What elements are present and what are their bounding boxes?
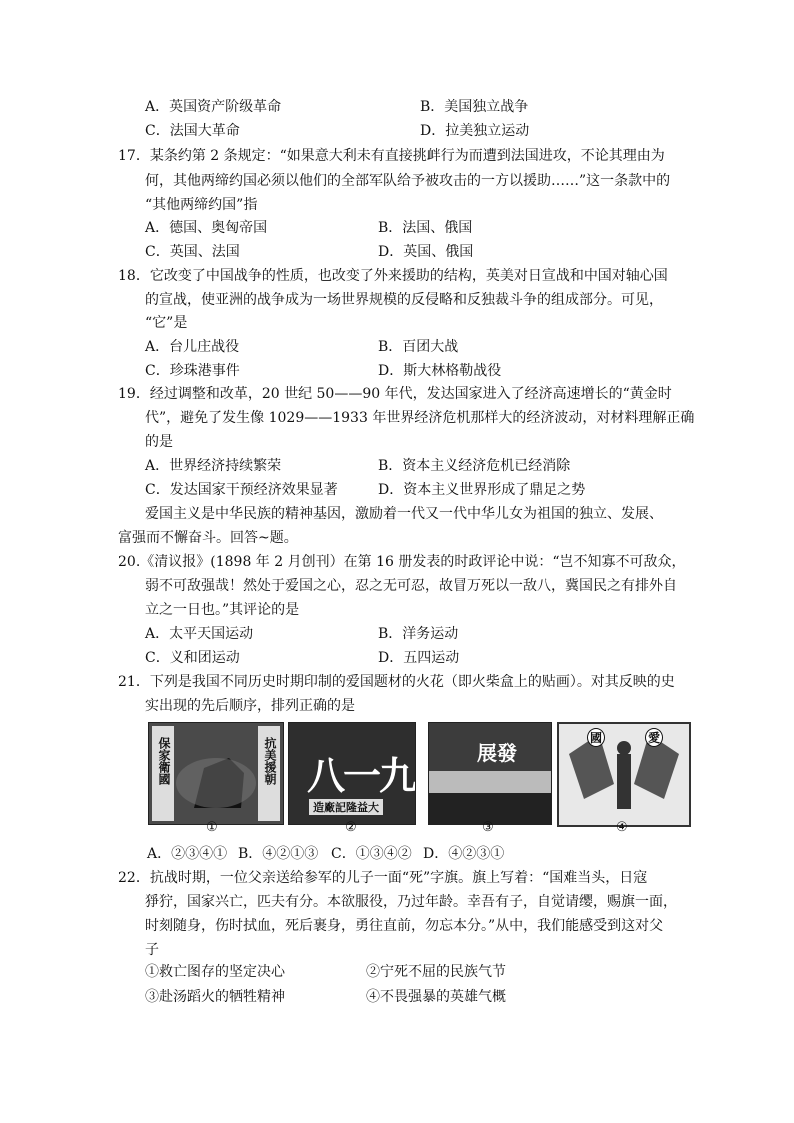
matchbox-image-3: 發展 [428,722,552,825]
q19-stem: 代”，避免了发生像 1029——1933 年世界经济危机那样大的经济波动，对材料理解正确 [145,410,695,426]
q19-stem: 的是 [145,434,173,450]
q21-stem: 实出现的先后顺序，排列正确的是 [145,698,355,714]
q18-option-d: D．斯大林格勒战役 [378,363,502,379]
picture-label-4: ④ [616,820,628,835]
q17-option-c: C．英国、法国 [145,244,240,260]
q21-option-d: D．④②③① [423,846,505,862]
picture-label-2: ② [345,820,357,835]
q21-option-b: B．④②①③ [238,846,319,862]
q20-stem: 立之一日也。”其评论的是 [145,602,300,618]
q19-option-a: A．世界经济持续繁荣 [145,458,282,474]
q22-stem: 时刻随身，伤时拭血，死后裹身，勇往直前，勿忘本分。”从中，我们能感受到这对父 [145,918,664,934]
q20-option-c: C．义和团运动 [145,650,240,666]
q17-stem: 何，其他两缔约国必须以他们的全部军队给予被攻击的一方以援助……”这一条款中的 [145,173,671,189]
q19-stem: 19．经过调整和改革，20 世纪 50——90 年代，发达国家进入了经济高速增长的“黄金时 [118,386,672,402]
section-intro: 富强而不懈奋斗。回答~题。 [118,530,298,546]
q22-stem: 猙狞，国家兴亡，匹夫有分。本欲服役，乃过年龄。幸吾有子，自觉请缨，赐旗一面， [145,894,677,910]
q20-option-b: B．洋务运动 [378,626,459,642]
section-intro: 爱国主义是中华民族的精神基因，激励着一代又一代中华儿女为祖国的独立、发展、 [145,506,663,522]
q17-stem: “其他两缔约国”指 [145,197,258,213]
q18-option-c: C．珍珠港事件 [145,363,240,379]
q18-stem: 的宣战，使亚洲的战争成为一场世界规模的反侵略和反独裁斗争的组成部分。可见， [145,292,663,308]
q16-option-d: D．拉美独立运动 [420,123,530,139]
q18-stem: 18．它改变了中国战争的性质，也改变了外来援助的结构，英美对日宣战和中国对轴心国 [118,268,668,284]
q20-option-d: D．五四运动 [378,650,460,666]
q18-option-b: B．百团大战 [378,339,459,355]
q17-option-b: B．法国、俄国 [378,220,473,236]
q19-option-d: D．资本主义世界形成了鼎足之势 [378,482,586,498]
q20-option-a: A．太平天国运动 [145,626,254,642]
q21-stem: 21．下列是我国不同历史时期印制的爱国题材的火花（即火柴盒上的贴画）。对其反映的史 [118,674,675,690]
q16-option-a: A．英国资产阶级革命 [145,99,282,115]
q21-option-a: A．②③④① [147,846,228,862]
q21-option-c: C．①③④② [331,846,412,862]
q17-option-d: D．英国、俄国 [378,244,474,260]
q19-option-c: C．发达国家干预经济效果显著 [145,482,338,498]
matchbox-image-4: 愛 國 [557,722,691,827]
q20-stem: 弱不可敌强哉！然处于爱国之心，忍之无可忍，故冒万死以一敌八，冀国民之有排外自 [145,578,677,594]
picture-label-3: ③ [482,820,494,835]
matchbox-image-2: 九一八 大益隆記廠造 [288,722,416,825]
q22-item-3: ③赴汤蹈火的牺牲精神 [145,989,285,1005]
q22-item-4: ④不畏强暴的英雄气概 [366,989,506,1005]
q18-stem: “它”是 [145,315,188,331]
q16-option-c: C．法国大革命 [145,123,240,139]
q22-item-1: ①救亡图存的坚定决心 [145,964,285,980]
q19-option-b: B．资本主义经济危机已经消除 [378,458,571,474]
q20-stem: 20.《清议报》(1898 年 2 月创刊）在第 16 册发表的时政评论中说：“岂不知寡不可敌众， [118,554,686,570]
q17-stem: 17．某条约第 2 条规定：“如果意大利未有直接挑衅行为而遭到法国进攻，不论其理由为 [118,148,665,164]
q16-option-b: B．美国独立战争 [420,99,529,115]
q17-option-a: A．德国、奥匈帝国 [145,220,268,236]
q22-stem: 子 [145,942,159,958]
q18-option-a: A．台儿庄战役 [145,339,240,355]
q22-stem: 22．抗战时期，一位父亲送给参军的儿子一面“死”字旗。旗上写着：“国难当头，日寇 [118,870,648,886]
picture-label-1: ① [206,820,218,835]
q22-item-2: ②宁死不屈的民族气节 [366,964,506,980]
matchbox-image-1: 保家衛國 抗美援朝 [148,722,284,825]
